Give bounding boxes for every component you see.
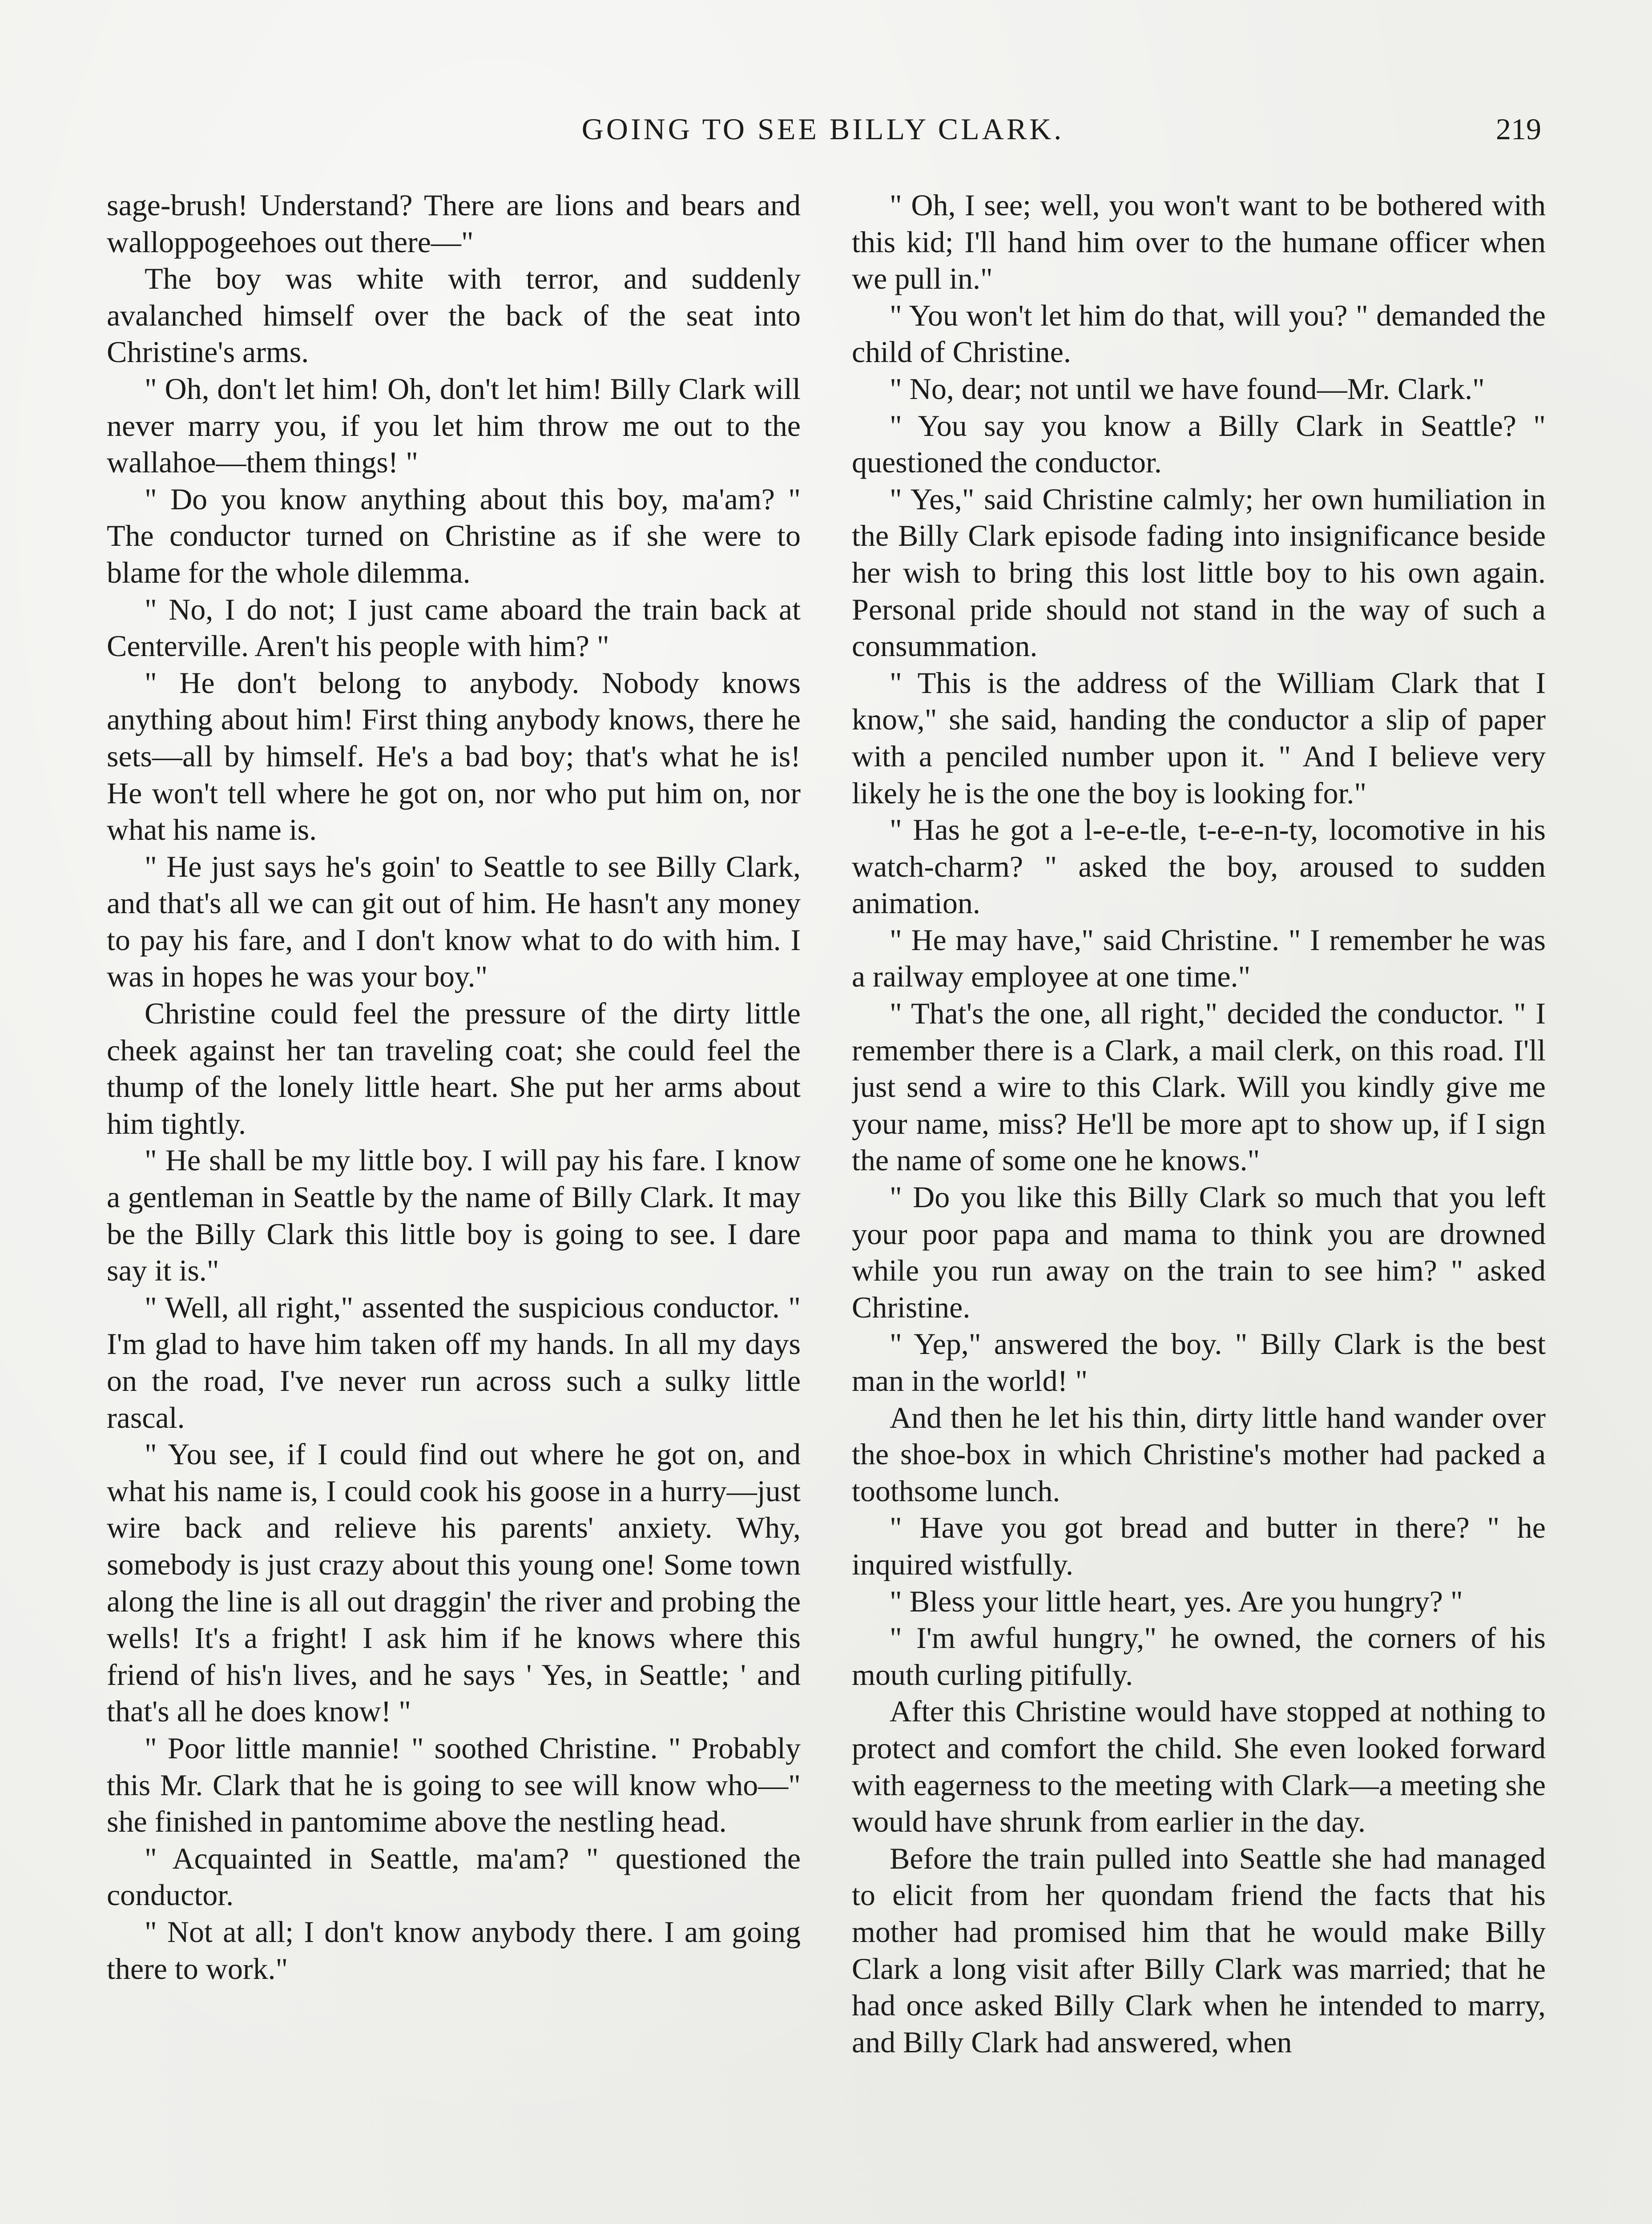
paragraph: " Do you like this Billy Clark so much that you left your poor papa and mama to think you are drowned while you run away on the train to see him? " asked Christine. (852, 1180, 1546, 1324)
left-column (107, 187, 801, 2224)
page-header (105, 105, 1541, 153)
paragraph: " Have you got bread and butter in there? " he inquired wistfully. (852, 1511, 1546, 1581)
paragraph: Christine could feel the pressure of the dirty little cheek against her tan traveling coat; she could feel the thump of the lonely little heart. She put her arms about him tightly. (107, 996, 801, 1140)
paragraph: " Has he got a l-e-e-tle, t-e-e-n-ty, locomotive in his watch-charm? " asked the boy, aroused to sudden animation. (852, 813, 1546, 920)
paragraph: " This is the address of the William Clark that I know," she said, handing the conductor a slip of paper with a penciled number upon it. " And I believe very likely he is the one the boy is looking for." (852, 665, 1546, 810)
page-number: 219 (1496, 112, 1541, 146)
paragraph: " Well, all right," assented the suspicious conductor. " I'm glad to have him taken off my hands. In all my days on the road, I've never run across such a sulky little rascal. (107, 1290, 801, 1434)
running-head: GOING TO SEE BILLY CLARK. (581, 112, 1064, 146)
paragraph: " Yes," said Christine calmly; her own humiliation in the Billy Clark episode fading into insignificance beside her wish to bring this lost little boy to his own again. Personal pride should not stand in the way of such a consummation. (852, 482, 1546, 663)
paragraph: And then he let his thin, dirty little hand wander over the shoe-box in which Christine's mother had packed a toothsome lunch. (852, 1400, 1546, 1508)
paragraph: sage-brush! Understand? There are lions and bears and walloppogeehoes out there—" (107, 188, 801, 259)
paragraph: " Bless your little heart, yes. Are you hungry? " (890, 1584, 1463, 1618)
paragraph: " He don't belong to anybody. Nobody knows anything about him! First thing anybody knows, there he sets—all by himself. He's a bad boy; that's what he is! He won't tell where he got on, nor who put him on, nor what his name is. (107, 665, 801, 847)
paragraph: " Oh, don't let him! Oh, don't let him! Billy Clark will never marry you, if you let him throw me out to the wallahoe—them things! " (107, 371, 801, 479)
paragraph: The boy was white with terror, and suddenly avalanched himself over the back of the seat into Christine's arms. (107, 262, 801, 369)
paragraph: " You won't let him do that, will you? " demanded the child of Christine. (852, 298, 1546, 369)
paragraph: " Acquainted in Seattle, ma'am? " questioned the conductor. (107, 1841, 801, 1912)
paragraph: After this Christine would have stopped at nothing to protect and comfort the child. She even looked forward with eagerness to the meeting with Clark—a meeting she would have shrunk from earlier in the day. (852, 1694, 1546, 1839)
paragraph: " He may have," said Christine. " I remember he was a railway employee at one time." (852, 923, 1546, 994)
paragraph: " No, I do not; I just came aboard the train back at Centerville. Aren't his people with him? " (107, 592, 801, 663)
paragraph: Before the train pulled into Seattle she had managed to elicit from her quondam friend the facts that his mother had promised him that he would make Billy Clark a long visit after Billy Clark was married; that he had once asked Billy Clark when he intended to marry, and Billy Clark had answered, when (852, 1841, 1546, 2059)
paragraph: " Oh, I see; well, you won't want to be bothered with this kid; I'll hand him over to the humane officer when we pull in." (852, 188, 1546, 296)
paragraph: " Yep," answered the boy. " Billy Clark is the best man in the world! " (852, 1327, 1546, 1398)
paragraph: " He shall be my little boy. I will pay his fare. I know a gentleman in Seattle by the name of Billy Clark. It may be the Billy Clark this little boy is going to see. I dare say it is." (107, 1143, 801, 1288)
right-column (852, 187, 1546, 2224)
paragraph: " Poor little mannie! " soothed Christine. " Probably this Mr. Clark that he is going to see will know who—" she finished in pantomime above the nestling head. (107, 1731, 801, 1839)
paragraph: " You see, if I could find out where he got on, and what his name is, I could cook his goose in a hurry—just wire back and relieve his parents' anxiety. Why, somebody is just crazy about this young one! Some town along the line is all out draggin' the river and probing the wells! It's a fright! I ask him if he knows where this friend of his'n lives, and he says ' Yes, in Seattle; ' and that's all he does know! " (107, 1437, 801, 1728)
paragraph: " You say you know a Billy Clark in Seattle? " questioned the conductor. (852, 408, 1546, 479)
paragraph: " Not at all; I don't know anybody there. I am going there to work." (107, 1914, 801, 1986)
paragraph: " Do you know anything about this boy, ma'am? " The conductor turned on Christine as if she were to blame for the whole dilemma. (107, 482, 801, 589)
paragraph: " He just says he's goin' to Seattle to see Billy Clark, and that's all we can git out of him. He hasn't any money to pay his fare, and I don't know what to do with him. I was in hopes he was your boy." (107, 849, 801, 994)
paragraph: " That's the one, all right," decided the conductor. " I remember there is a Clark, a mail clerk, on this road. I'll just send a wire to this Clark. Will you kindly give me your name, miss? He'll be more apt to show up, if I sign the name of some one he knows." (852, 996, 1546, 1177)
paragraph: " I'm awful hungry," he owned, the corners of his mouth curling pitifully. (852, 1621, 1546, 1692)
paragraph: " No, dear; not until we have found—Mr. Clark." (890, 371, 1485, 406)
